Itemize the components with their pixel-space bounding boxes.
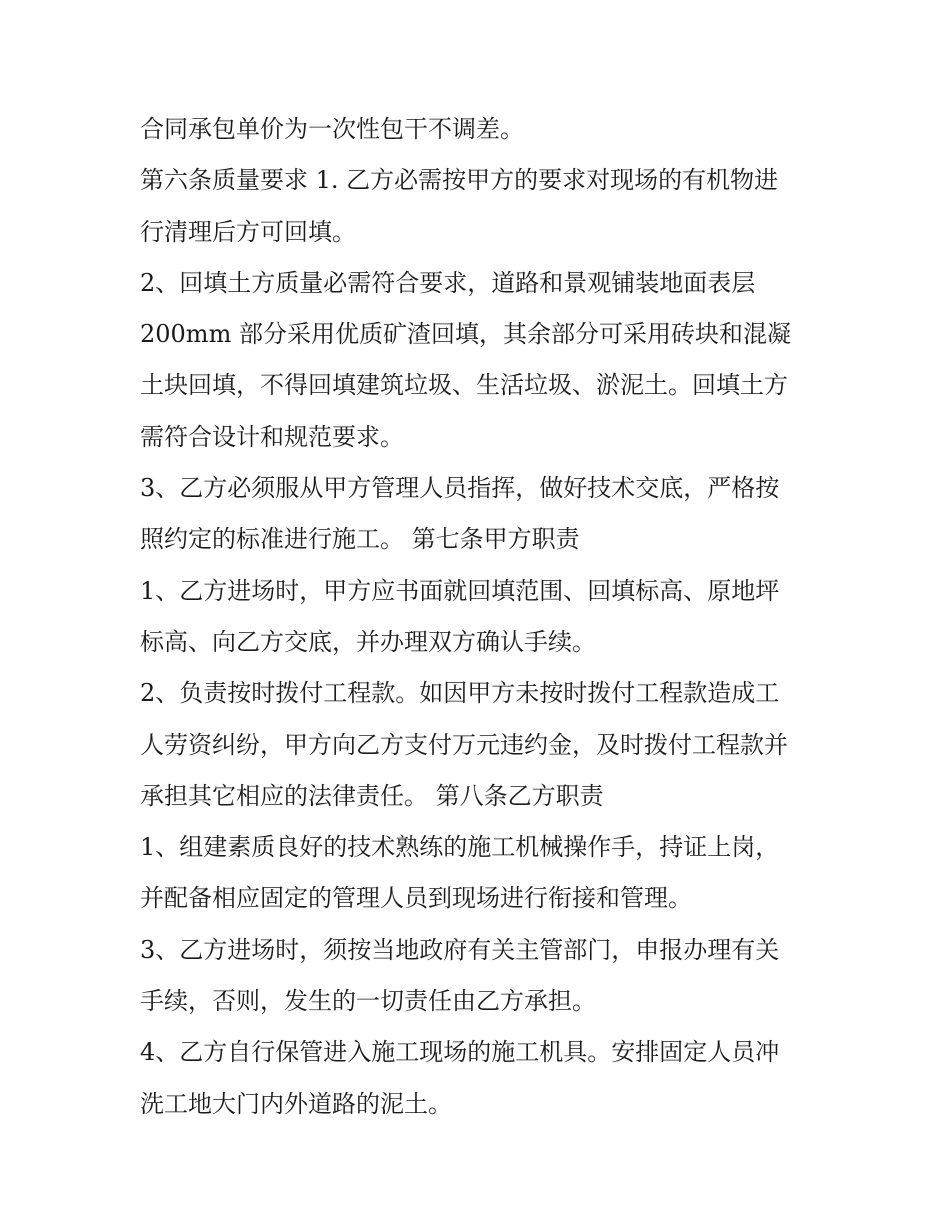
text-line-7: 需符合设计和规范要求。 (140, 422, 404, 451)
document-body (140, 104, 820, 1130)
text-line-2: 第六条质量要求 1. 乙方必需按甲方的要求对现场的有机物进 (140, 166, 779, 195)
text-line-15: 1、组建素质良好的技术熟练的施工机械操作手，持证上岗， (140, 833, 780, 862)
text-line-4: 2、回填土方质量必需符合要求，道路和景观铺装地面表层 (140, 268, 756, 297)
text-line-6: 土块回填，不得回填建筑垃圾、生活垃圾、淤泥土。回填土方 (140, 371, 788, 400)
text-line-10: 1、乙方进场时，甲方应书面就回填范围、回填标高、原地坪 (140, 576, 780, 605)
text-line-5: 200mm 部分采用优质矿渣回填，其余部分可采用砖块和混凝 (140, 320, 791, 349)
text-line-18: 手续，否则，发生的一切责任由乙方承担。 (140, 987, 596, 1016)
text-line-8: 3、乙方必须服从甲方管理人员指挥，做好技术交底，严格按 (140, 474, 780, 503)
text-line-13: 人劳资纠纷，甲方向乙方支付万元违约金，及时拨付工程款并 (140, 730, 788, 759)
text-line-1: 合同承包单价为一次性包干不调差。 (140, 115, 524, 143)
text-line-19: 4、乙方自行保管进入施工现场的施工机具。安排固定人员冲 (140, 1038, 780, 1067)
text-line-16: 并配备相应固定的管理人员到现场进行衔接和管理。 (140, 884, 692, 913)
text-line-17: 3、乙方进场时，须按当地政府有关主管部门，申报办理有关 (140, 935, 780, 964)
text-line-3: 行清理后方可回填。 (140, 217, 356, 246)
text-line-12: 2、负责按时拨付工程款。如因甲方未按时拨付工程款造成工 (140, 679, 780, 708)
text-line-20: 洗工地大门内外道路的泥土。 (140, 1089, 452, 1118)
text-line-11: 标高、向乙方交底，并办理双方确认手续。 (140, 627, 596, 656)
text-line-9: 照约定的标准进行施工。 第七条甲方职责 (140, 525, 580, 554)
text-line-14: 承担其它相应的法律责任。 第八条乙方职责 (140, 781, 604, 810)
